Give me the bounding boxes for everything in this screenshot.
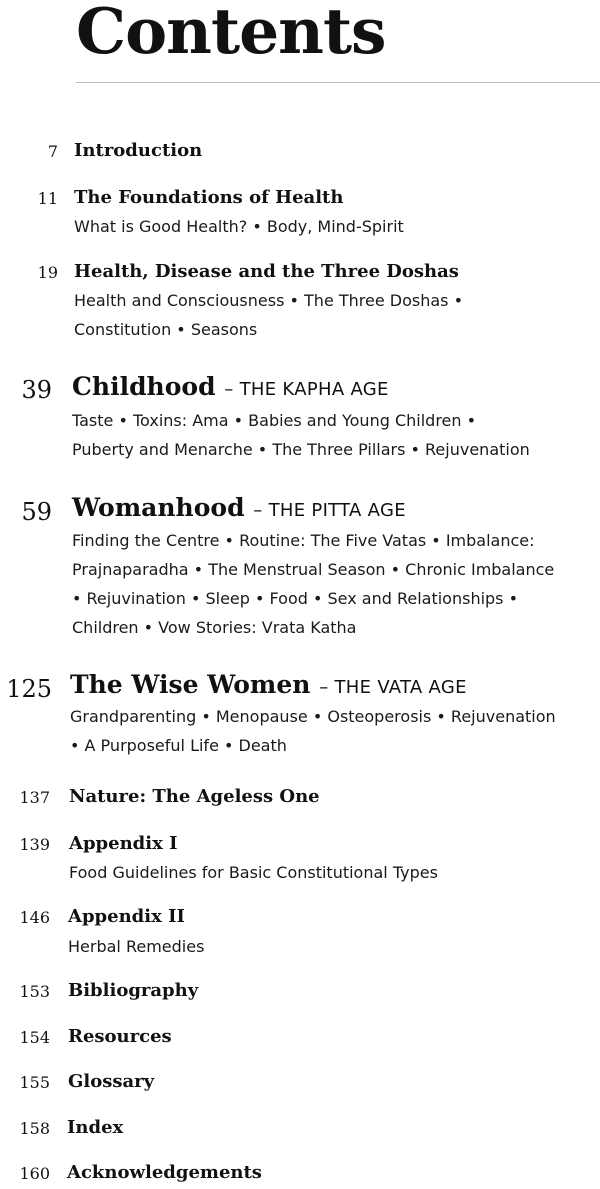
entry-subtopics: Grandparenting • Menopause • Osteoperosis • Rejuvenation bbox=[70, 707, 556, 726]
page-number: 137 bbox=[19, 788, 50, 807]
page-number: 139 bbox=[19, 835, 50, 854]
entry-title[interactable] bbox=[72, 493, 406, 522]
title-divider bbox=[76, 82, 600, 83]
entry-subtopics: Health and Consciousness • The Three Doshas • bbox=[74, 291, 464, 310]
entry-title[interactable]: Resources bbox=[68, 1026, 172, 1047]
entry-subtopics: Taste • Toxins: Ama • Babies and Young Children • bbox=[72, 411, 477, 430]
page-number: 11 bbox=[37, 189, 58, 208]
entry-title[interactable]: Index bbox=[67, 1117, 124, 1138]
page-number: 158 bbox=[19, 1119, 50, 1138]
entry-title-text: The Wise Women bbox=[70, 670, 311, 699]
page-number: 146 bbox=[19, 908, 50, 927]
entry-subtopics: Children • Vow Stories: Vrata Katha bbox=[72, 618, 357, 637]
page-number: 39 bbox=[21, 376, 52, 404]
page-number: 153 bbox=[19, 982, 50, 1001]
entry-title[interactable]: Appendix I bbox=[69, 833, 178, 854]
entry-age-label: – THE KAPHA AGE bbox=[224, 379, 389, 400]
page-number: 125 bbox=[6, 675, 52, 703]
page-number: 19 bbox=[37, 263, 58, 282]
entry-title[interactable]: Glossary bbox=[68, 1071, 155, 1092]
entry-title[interactable]: The Foundations of Health bbox=[74, 187, 344, 208]
entry-title[interactable]: Appendix II bbox=[68, 906, 185, 927]
entry-title[interactable]: Health, Disease and the Three Doshas bbox=[74, 261, 459, 282]
entry-subtopics: What is Good Health? • Body, Mind-Spirit bbox=[74, 217, 404, 236]
entry-title[interactable]: Introduction bbox=[74, 140, 203, 161]
page-number: 7 bbox=[47, 142, 58, 161]
entry-title[interactable]: Bibliography bbox=[68, 980, 199, 1001]
entry-subtopics: Food Guidelines for Basic Constitutional Types bbox=[69, 863, 438, 882]
entry-subtopics: • Rejuvination • Sleep • Food • Sex and Relationships • bbox=[72, 589, 519, 608]
entry-title-text: Childhood bbox=[72, 372, 216, 401]
page-number: 155 bbox=[19, 1073, 50, 1092]
page-title: Contents bbox=[76, 0, 386, 68]
entry-title[interactable] bbox=[72, 372, 389, 401]
entry-title[interactable] bbox=[70, 670, 467, 699]
entry-title[interactable]: Nature: The Ageless One bbox=[69, 786, 320, 807]
page-number: 160 bbox=[19, 1164, 50, 1183]
entry-subtopics: Puberty and Menarche • The Three Pillars • Rejuvenation bbox=[72, 440, 530, 459]
entry-age-label: – THE VATA AGE bbox=[319, 677, 467, 698]
page-number: 154 bbox=[19, 1028, 50, 1047]
page-number: 59 bbox=[21, 498, 52, 526]
entry-age-label: – THE PITTA AGE bbox=[253, 500, 406, 521]
entry-title-text: Womanhood bbox=[72, 493, 245, 522]
entry-title[interactable]: Acknowledgements bbox=[67, 1162, 262, 1183]
entry-subtopics: Herbal Remedies bbox=[68, 937, 205, 956]
entry-subtopics: • A Purposeful Life • Death bbox=[70, 736, 287, 755]
entry-subtopics: Finding the Centre • Routine: The Five Vatas • Imbalance: bbox=[72, 531, 535, 550]
entry-subtopics: Prajnaparadha • The Menstrual Season • Chronic Imbalance bbox=[72, 560, 555, 579]
entry-subtopics: Constitution • Seasons bbox=[74, 320, 258, 339]
